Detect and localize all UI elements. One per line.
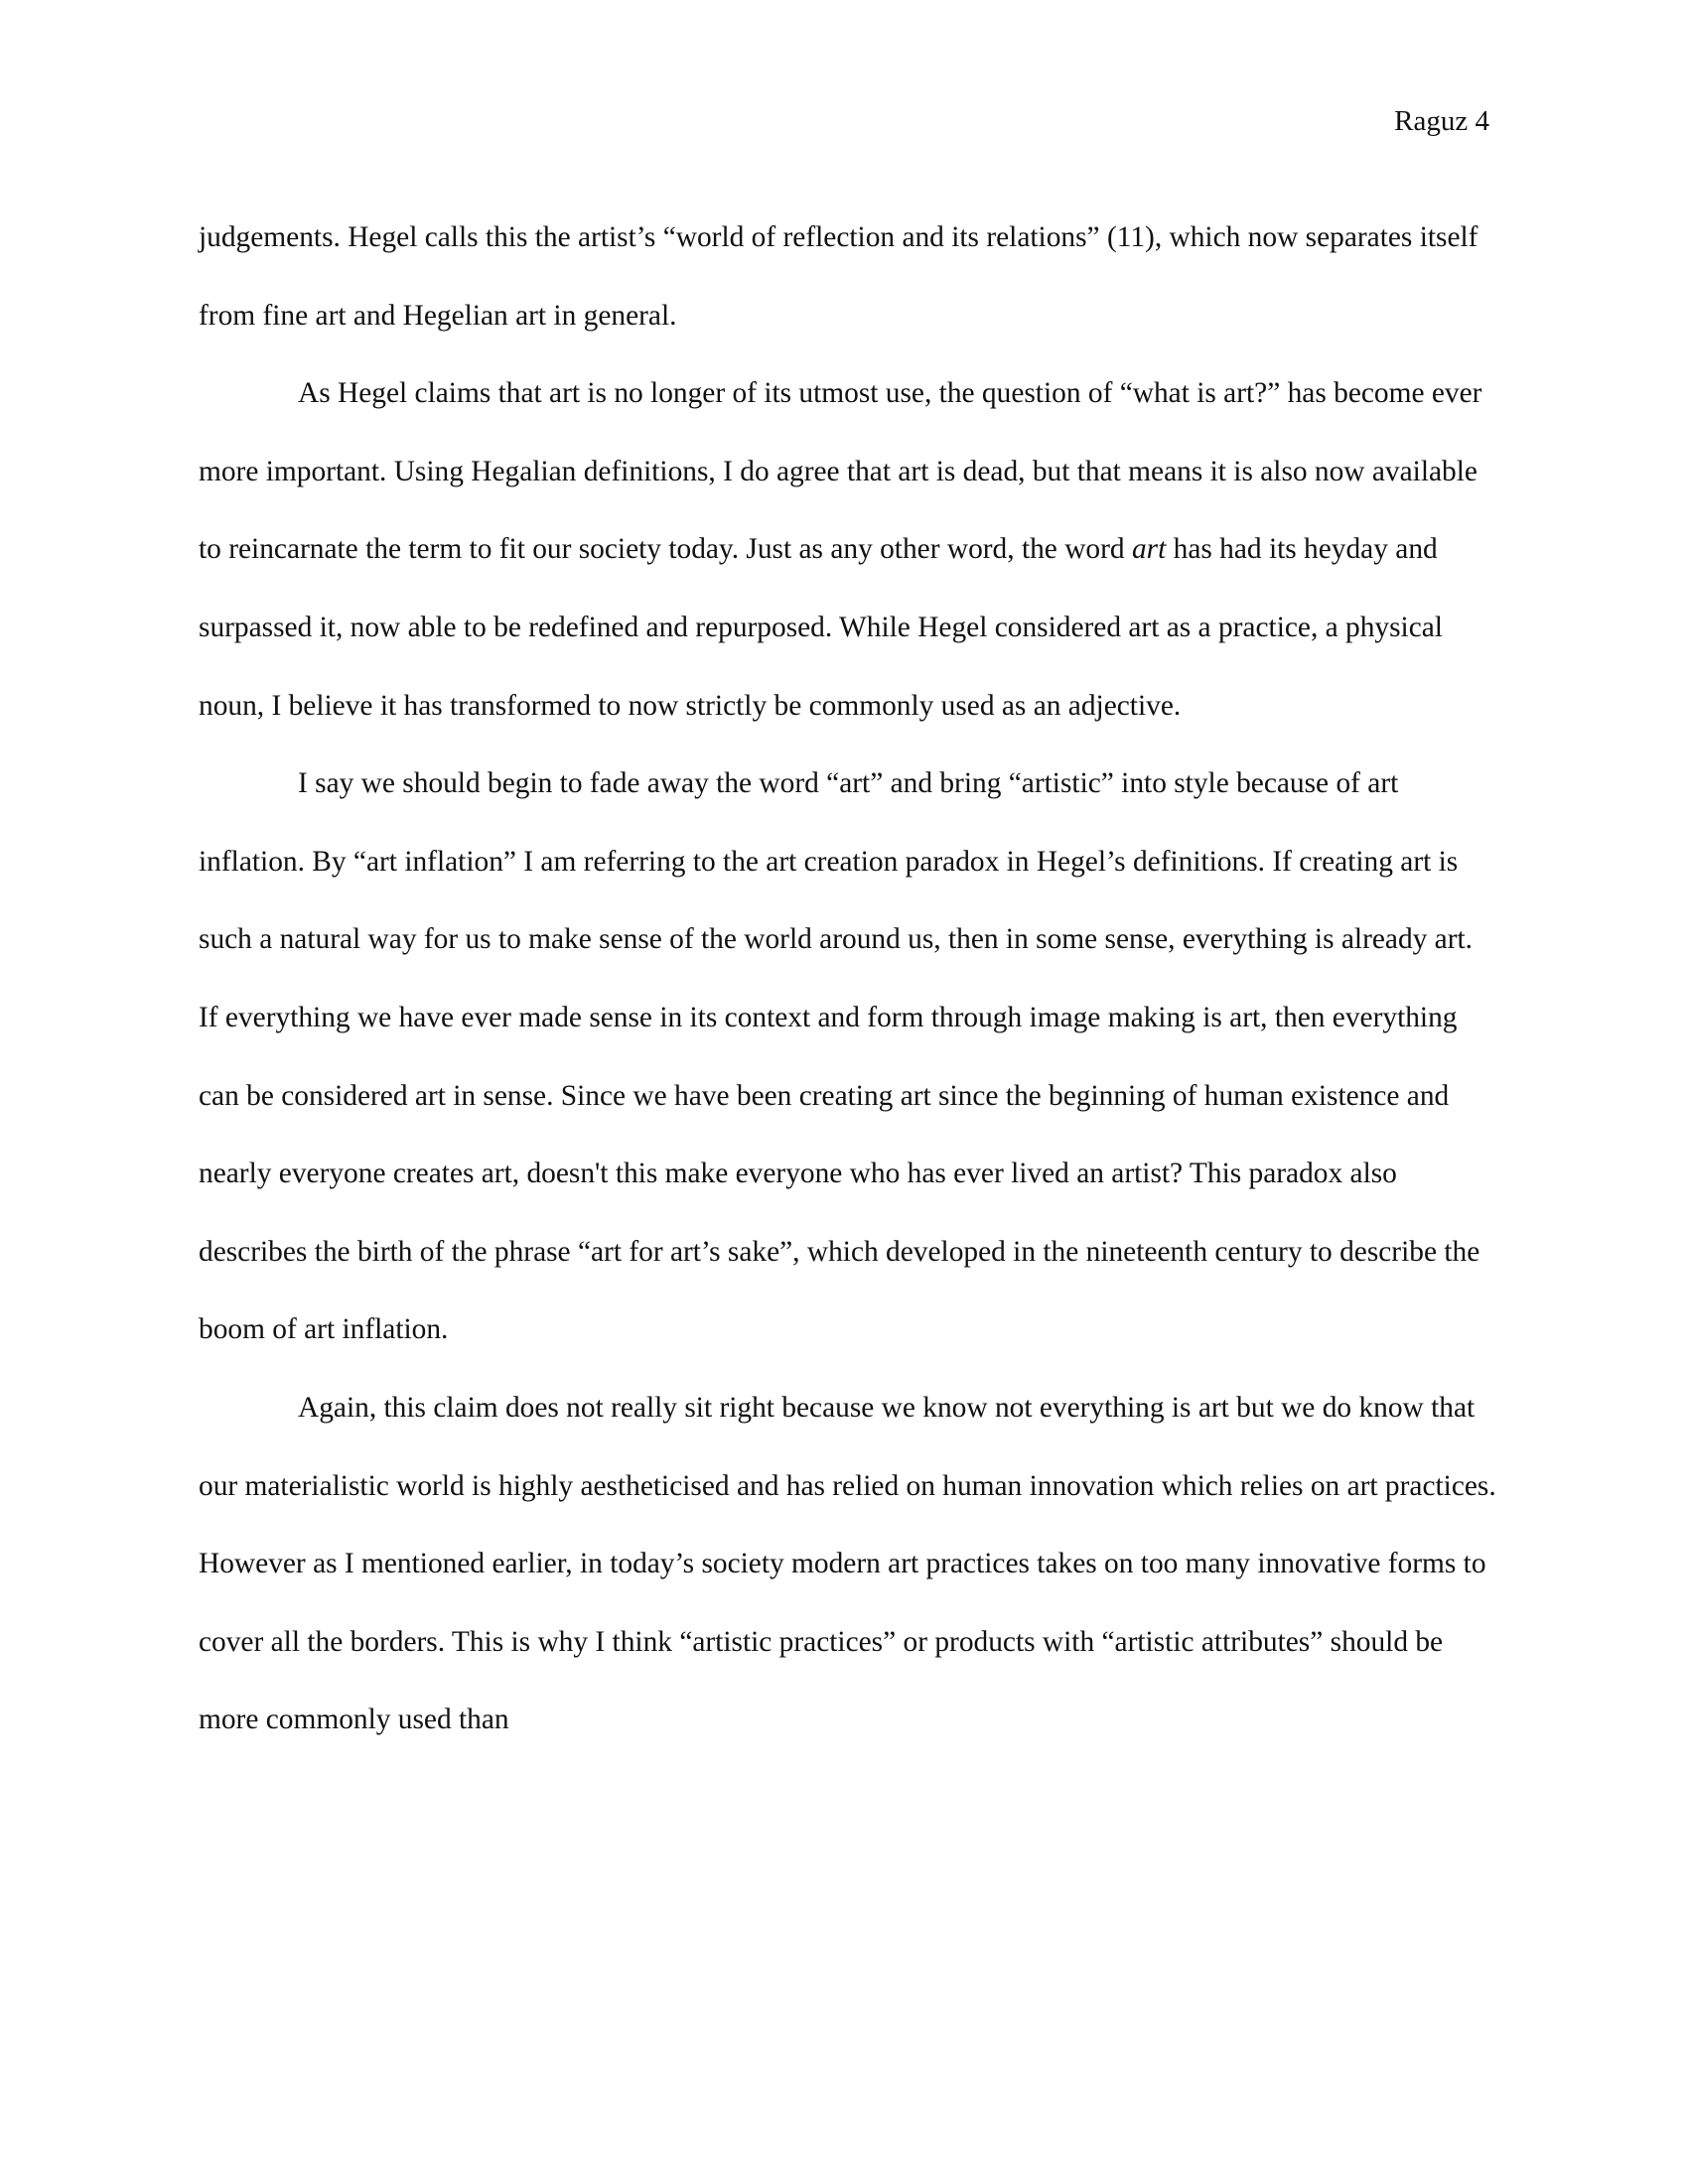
running-head: Raguz 4 bbox=[1394, 105, 1489, 137]
paragraph-4: Again, this claim does not really sit right because we know not everything is art but we do know that our materialistic world is highly aestheticised and has relied on human innovation which relies on art practices. However as I mentioned earlier, in today’s society modern art practices takes on too many innovative forms to cover all the borders. This is why I think “artistic practices” or products with “artistic attributes” should be more commonly used than bbox=[199, 1391, 1496, 1736]
paragraph-3: I say we should begin to fade away the word “art” and bring “artistic” into style because of art inflation. By “art inflation” I am referring to the art creation paradox in Hegel’s definitions. If creating art is such a natural way for us to make sense of the world around us, then in some sense, everything is already art. If everything we have ever made sense in its context and form through image making is art, then everything can be considered art in sense. Since we have been creating art since the beginning of human existence and nearly everyone creates art, doesn't this make everyone who has ever lived an artist? This paradox also describes the birth of the phrase “art for art’s sake”, which developed in the nineteenth century to describe the boom of art inflation. bbox=[199, 767, 1480, 1346]
paragraph-2-text-after: has had its heyday and surpassed it, now able to be redefined and repurposed. While Hegel considered art as a practice, a physical noun, I believe it has transformed to now strictly be commonly used as an adjective. bbox=[199, 533, 1443, 722]
body-text bbox=[199, 199, 1497, 1759]
paragraph-1: judgements. Hegel calls this the artist’s “world of reflection and its relations” (11), which now separates itself from fine art and Hegelian art in general. bbox=[199, 221, 1478, 332]
emphasized-word: art bbox=[1131, 533, 1167, 566]
paragraph-2 bbox=[199, 354, 1497, 745]
paragraph-2-text-before: As Hegel claims that art is no longer of its utmost use, the question of “what is art?” has become ever more important. Using Hegalian definitions, I do agree that art is dead, but that means it is also now available to reincarnate the term to fit our society today. Just as any other word, the word bbox=[199, 377, 1482, 566]
